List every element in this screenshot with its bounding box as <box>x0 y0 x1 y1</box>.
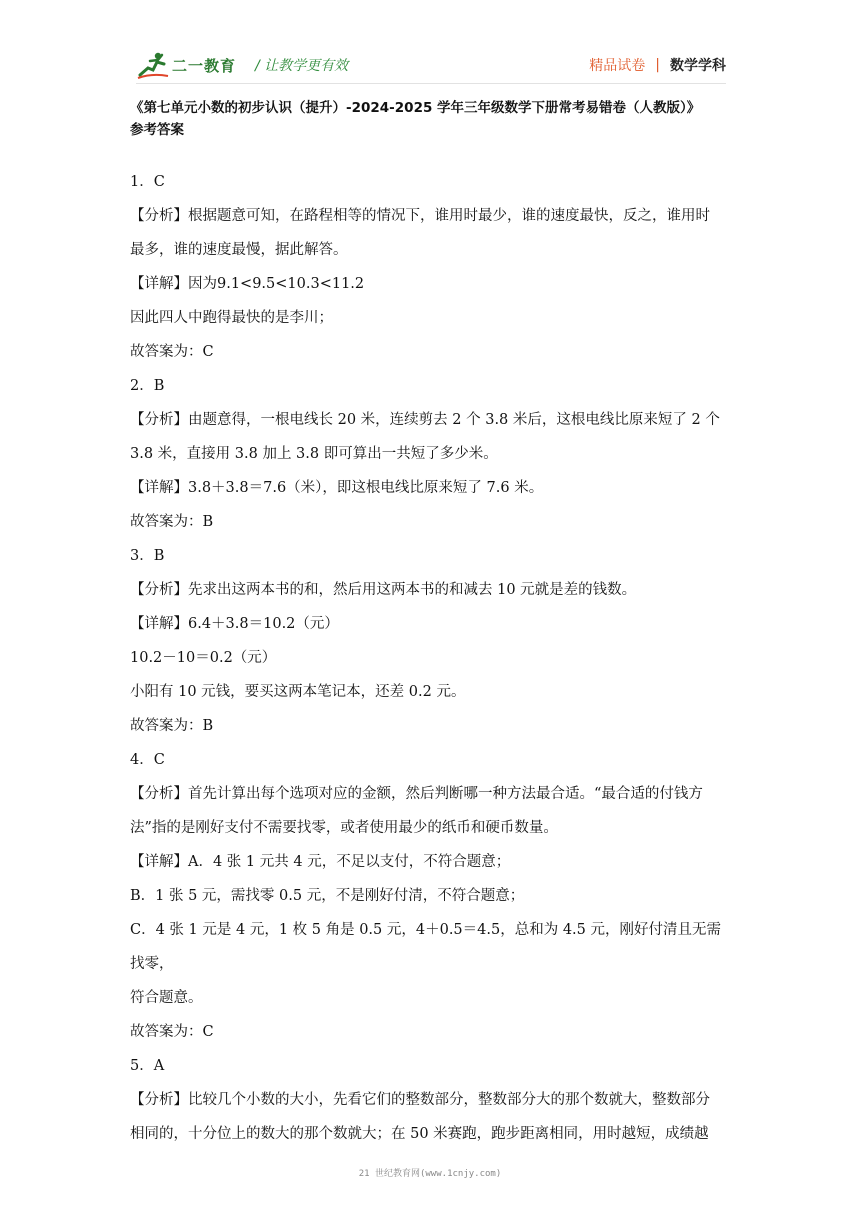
answer-number: 3．B <box>130 548 165 564</box>
answer-line: 【分析】由题意得，一根电线长 20 米，连续剪去 2 个 3.8 米后，这根电线比原来短了 2 个 <box>130 412 720 428</box>
answer-item <box>130 539 730 743</box>
answer-line: 相同的，十分位上的数大的那个数就大；在 50 米赛跑，跑步距离相同，用时越短，成绩越 <box>130 1126 709 1142</box>
answer-line: 【分析】根据题意可知，在路程相等的情况下，谁用时最少，谁的速度最快，反之，谁用时 <box>130 208 710 224</box>
slogan: / 让教学更有效 <box>255 58 349 74</box>
page-footer: 21 世纪教育网(www.1cnjy.com) <box>358 1169 502 1179</box>
answer-line: C．4 张 1 元是 4 元，1 枚 5 角是 0.5 元，4＋0.5＝4.5，总和为 4.5 元，刚好付清且无需找零， <box>130 922 721 972</box>
page-header <box>0 0 860 90</box>
header-separator: | <box>655 57 660 73</box>
answer-line: 故答案为：B <box>130 514 214 530</box>
answer-line: 故答案为：B <box>130 718 214 734</box>
answer-line: 【详解】3.8＋3.8＝7.6（米），即这根电线比原来短了 7.6 米。 <box>130 480 544 496</box>
answer-item <box>130 165 730 369</box>
answer-number: 4．C <box>130 752 165 768</box>
answer-line: 3.8 米，直接用 3.8 加上 3.8 即可算出一共短了多少米。 <box>130 446 498 462</box>
answer-line: 法”指的是刚好支付不需要找零，或者使用最少的纸币和硬币数量。 <box>130 820 558 836</box>
document-subtitle: 参考答案 <box>130 122 184 138</box>
document-body <box>130 95 730 1151</box>
answer-line: 【详解】A．4 张 1 元共 4 元，不足以支付，不符合题意； <box>130 854 511 870</box>
answer-line: 【分析】首先计算出每个选项对应的金额，然后判断哪一种方法最合适。“最合适的付钱方 <box>130 786 703 802</box>
header-right <box>589 55 726 75</box>
answer-item <box>130 369 730 539</box>
answer-line: 故答案为：C <box>130 344 214 360</box>
answer-item <box>130 743 730 1049</box>
answer-number: 5．A <box>130 1058 165 1074</box>
document-title: 《第七单元小数的初步认识（提升）-2024-2025 学年三年级数学下册常考易错卷（人教版）》 <box>130 100 701 116</box>
answer-line: B．1 张 5 元，需找零 0.5 元，不是刚好付清，不符合题意； <box>130 888 525 904</box>
answer-line: 因此四人中跑得最快的是李川； <box>130 310 333 326</box>
header-divider <box>136 83 726 84</box>
answer-line: 符合题意。 <box>130 990 203 1006</box>
answer-line: 【分析】先求出这两本书的和，然后用这两本书的和减去 10 元就是差的钱数。 <box>130 582 637 598</box>
runner-logo-icon <box>136 51 170 79</box>
answer-line: 10.2－10＝0.2（元） <box>130 650 277 666</box>
answer-line: 小阳有 10 元钱，要买这两本笔记本，还差 0.2 元。 <box>130 684 466 700</box>
answer-line: 最多，谁的速度最慢，据此解答。 <box>130 242 348 258</box>
answer-line: 故答案为：C <box>130 1024 214 1040</box>
logo-text: 二一教育 <box>172 56 237 75</box>
answer-line: 【分析】比较几个小数的大小，先看它们的整数部分，整数部分大的那个数就大，整数部分 <box>130 1092 710 1108</box>
answer-line: 【详解】6.4＋3.8＝10.2（元） <box>130 616 339 632</box>
answer-line: 【详解】因为9.1<9.5<10.3<11.2 <box>130 276 365 292</box>
logo <box>136 50 236 80</box>
answer-number: 1．C <box>130 174 165 190</box>
answer-number: 2．B <box>130 378 165 394</box>
subject-label: 数学学科 <box>670 58 726 74</box>
quality-label: 精品试卷 <box>589 58 646 74</box>
answer-item <box>130 1049 730 1151</box>
